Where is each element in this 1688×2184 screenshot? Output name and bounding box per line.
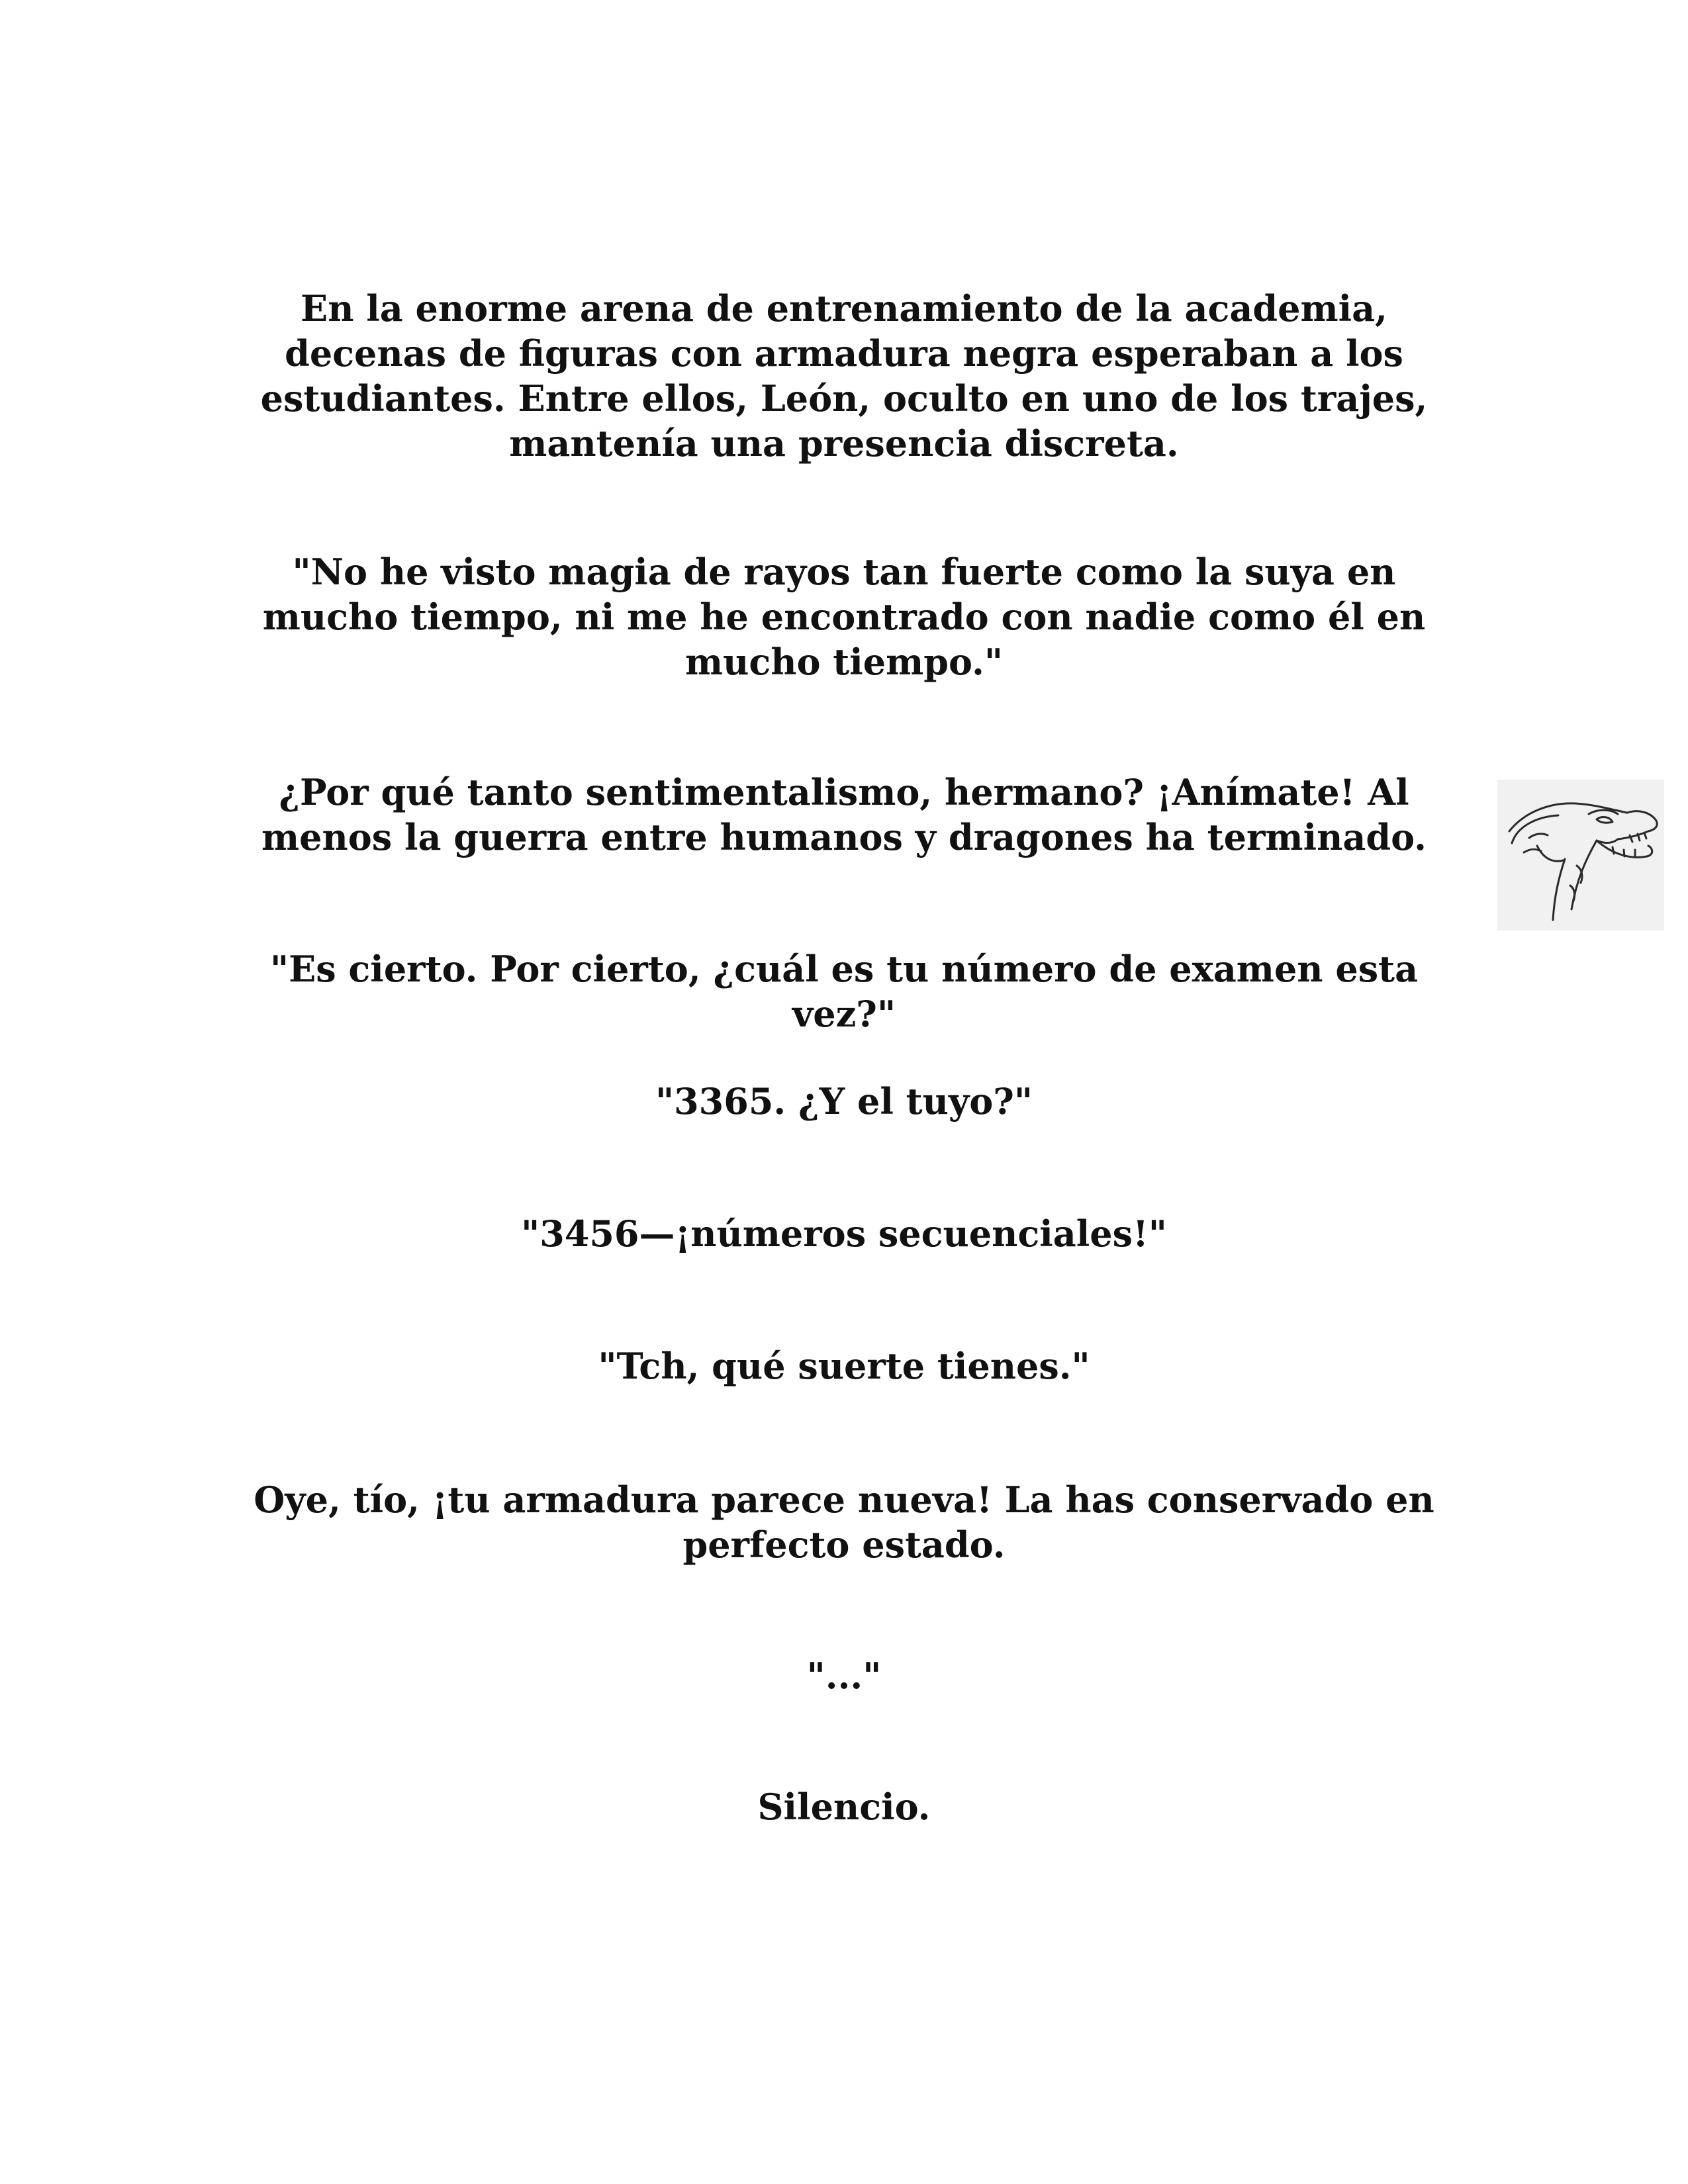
paragraph-intro: En la enorme arena de entrenamiento de la academia, decenas de figuras con armadura negra esperaban a los estudiantes. Entre ellos, León, oculto en uno de los trajes, mantenía una presencia discreta. [260,287,1428,465]
paragraph-dialogue-luck: "Tch, qué suerte tienes." [598,1345,1090,1387]
paragraph-dialogue-3365: "3365. ¿Y el tuyo?" [655,1080,1033,1122]
paragraph-dialogue-armor: Oye, tío, ¡tu armadura parece nueva! La has conservado en perfecto estado. [254,1479,1434,1566]
paragraph-dialogue-lightning: "No he visto magia de rayos tan fuerte como la suya en mucho tiempo, ni me he encontrado con nadie como él en mucho tiempo." [262,551,1426,683]
paragraph-silence: Silencio. [757,1786,931,1828]
paragraph-dialogue-sentimental: ¿Por qué tanto sentimentalismo, hermano? ¡Anímate! Al menos la guerra entre humanos y dragones ha terminado. [261,771,1427,858]
paragraph-dialogue-3456: "3456—¡números secuenciales!" [521,1212,1167,1255]
paragraph-ellipsis: "..." [806,1655,882,1697]
dragon-head-icon [1497,780,1664,931]
paragraph-dialogue-exam-number: "Es cierto. Por cierto, ¿cuál es tu número de examen esta vez?" [269,948,1419,1035]
